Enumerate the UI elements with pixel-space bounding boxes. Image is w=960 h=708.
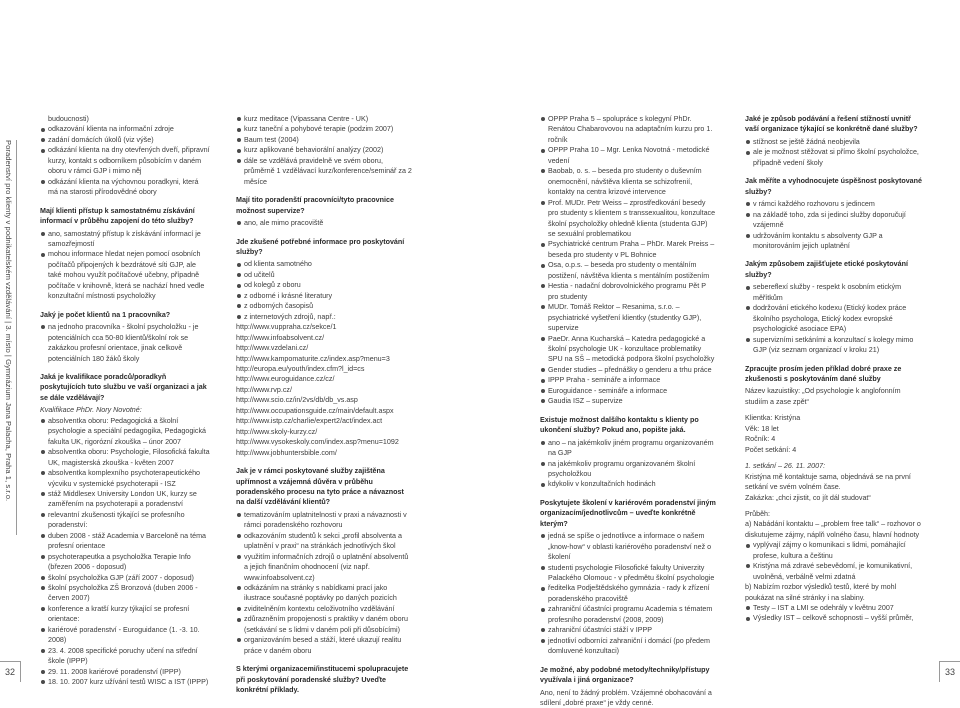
text-line: http://www.vuppraha.cz/sekce/1 bbox=[236, 323, 337, 332]
column-4 bbox=[745, 114, 925, 624]
list-item: Testy – IST a LMI se odehrály v květnu 2007 bbox=[745, 603, 925, 613]
paragraph: Ano, není to žádný problém. Vzájemné obohacování a sdílení „dobré praxe“ je vždy cenné. bbox=[540, 688, 712, 708]
text-line: http://www.scio.cz/in/2vs/db/db_vs.asp bbox=[236, 396, 358, 405]
list-item: z internetových zdrojů, např.: bbox=[236, 312, 412, 322]
list-item: ale je možnost stěžovat si přímo školní psycholožce, případně vedení školy bbox=[745, 147, 925, 168]
text-line: http://www.skoly-kurzy.cz/ bbox=[236, 427, 318, 436]
text-line: http://europa.eu/youth/index.cfm?l_id=cs bbox=[236, 364, 365, 373]
list-item: Euroguidance - semináře a informace bbox=[540, 386, 716, 396]
question-heading: Poskytujete školení v kariérovém poradenství jiným organizacím/jednotlivcům – uveďte konkrétně kterým? bbox=[540, 498, 716, 528]
question-heading: Existuje možnost dalšího kontaktu s klienty po ukončení služby? Pokud ano, popište jaká. bbox=[540, 415, 699, 435]
text-line: http://www.infoabsolvent.cz/ bbox=[236, 333, 325, 342]
link-list bbox=[236, 322, 412, 458]
page-number-left: 32 bbox=[0, 661, 21, 682]
paragraph: Zakázka: „chci zjistit, co jít dál studovat“ bbox=[745, 493, 871, 502]
list-item: zviditelněním kontextu celoživotního vzdělávání bbox=[236, 604, 412, 614]
list-item: sebereflexí služby - respekt k osobním etickým měřítkům bbox=[745, 282, 925, 303]
list-item: od kolegů z oboru bbox=[236, 280, 412, 290]
text-line: http://www.euroguidance.cz/cz/ bbox=[236, 375, 335, 384]
paragraph: Průběh: bbox=[745, 509, 771, 518]
text-line: Ročník: 4 bbox=[745, 435, 776, 444]
bullet-list bbox=[745, 540, 925, 582]
list-item: Baobab, o. s. – beseda pro studenty o duševním onemocnění, návštěva klienta se schizofrenií, kontakty na centra krizové intervence bbox=[540, 166, 716, 197]
bullet-list bbox=[40, 322, 210, 364]
bullet-list bbox=[236, 259, 412, 322]
text-line: http://www.jobhuntersbible.com/ bbox=[236, 448, 337, 457]
bullet-list bbox=[236, 510, 412, 656]
text-line: http://www.vzdelani.cz/ bbox=[236, 344, 309, 353]
list-item: Kristýna má zdravé sebevědomí, je komunikativní, uvolněná, verbálně velmi zdatná bbox=[745, 561, 925, 582]
list-item: odkazováním studentů k sekci „profil absolventa a uplatnění v praxi“ na stránkách jednotlivých škol bbox=[236, 531, 412, 552]
list-item: odkazování klienta na informační zdroje bbox=[40, 124, 210, 134]
list-item: stáž Middlesex University London UK, kurzy se zaměřením na psychoterapii a poradenství bbox=[40, 489, 210, 510]
column-2 bbox=[236, 114, 412, 698]
list-item: Výsledky IST – celkově schopnosti – vyšší průměr, bbox=[745, 613, 925, 623]
list-item: na jakémkoliv programu organizovaném školní psycholožkou bbox=[540, 459, 716, 480]
list-item: zahraniční účastníci programu Academia s tématem profesního poradenství (2008, 2009) bbox=[540, 604, 716, 625]
list-item: IPPP Praha - semináře a informace bbox=[540, 375, 716, 385]
qualification-label: Kvalifikace PhDr. Nory Novotné: bbox=[40, 406, 142, 415]
list-item: supervizními setkáními a konzultací s kolegy mimo GJP (viz seznam organizací v kroku 21) bbox=[745, 335, 925, 356]
case-title: Název kazuistiky: „Od psychologie k anglofonním studiím a zase zpět“ bbox=[745, 387, 901, 406]
list-item: Psychiatrické centrum Praha – PhDr. Marek Preiss – beseda pro studenty v PL Bohnice bbox=[540, 239, 716, 260]
list-item: 23. 4. 2008 specifické poruchy učení na střední škole (IPPP) bbox=[40, 646, 210, 667]
list-item: jednotliví odborníci zahraniční i domácí (po předem domluvené konzultaci) bbox=[540, 636, 716, 657]
list-item: na jednoho pracovníka - školní psycholožku - je potenciálních cca 50-80 klientů/školní rok se zakázkou profesní orientace, jinak celkově potenciálních 180 žáků školy bbox=[40, 322, 210, 364]
text-line: Klientka: Kristýna bbox=[745, 414, 801, 423]
list-item: dodržování etického kodexu (Etický kodex práce školního psychologa, Etický kodex evropské psychologické asociace EPA) bbox=[745, 303, 925, 334]
bullet-list bbox=[40, 416, 210, 688]
bullet-list bbox=[236, 114, 412, 187]
list-item: ředitelka Podještědského gymnázia - rady k zřízení poradenského pracoviště bbox=[540, 583, 716, 604]
list-item: absolventka oboru: Psychologie, Filosofická fakulta UK, magisterská zkouška - květen 2007 bbox=[40, 447, 210, 468]
list-item: odkázáním na stránky s nabídkami prací jako ilustrace současné poptávky po daných pozicích bbox=[236, 583, 412, 604]
bullet-list bbox=[745, 199, 925, 251]
list-item: Prof. MUDr. Petr Weiss – zprostředkování besedy pro studenty s klientem s transsexualitou, konzultace školní psycholožky ohledně klienta (studenta GJP) se sexuální problematikou bbox=[540, 198, 716, 240]
paragraph: Kristýna mě kontaktuje sama, objednává se na první setkání ve svém volném čase. bbox=[745, 472, 911, 492]
list-item: Gaudia ISZ – supervize bbox=[540, 396, 716, 406]
list-item: kurz meditace (Vipassana Centre - UK) bbox=[236, 114, 412, 124]
list-item: tematizováním uplatnitelnosti v praxi a návaznosti v rámci poradenského rozhovoru bbox=[236, 510, 412, 531]
list-item: organizováním besed a stáží, které ukazují realitu práce v daném oboru bbox=[236, 635, 412, 656]
question-heading: Jaká je kvalifikace poradců/poradkyň poskytujících tuto službu ve vaší organizaci a jak se dále vzdělávají? bbox=[40, 372, 207, 402]
list-item: udržováním kontaktu s absolventy GJP a monitorováním jejich uplatnění bbox=[745, 231, 925, 252]
list-item: PaeDr. Anna Kucharská – Katedra pedagogické a školní psychologie UK - konzultace problematiky SPU na SŠ – metodická podpora školní psycholožky bbox=[540, 334, 716, 365]
list-item: Osa, o.p.s. – beseda pro studenty o mentálním postižení, návštěva klienta s mentálním postižením bbox=[540, 260, 716, 281]
list-item: zadání domácích úkolů (viz výše) bbox=[40, 135, 210, 145]
paragraph: a) Nabádání kontaktu – „problem free talk“ – rozhovor o diskutujeme zájmy, náplň volného času, hlavní hodnoty bbox=[745, 520, 921, 539]
list-item: kariérové poradenství - Euroguidance (1. -3. 10. 2008) bbox=[40, 625, 210, 646]
list-item: stížnost se ještě žádná neobjevila bbox=[745, 137, 925, 147]
client-details bbox=[745, 413, 925, 455]
list-item: od učitelů bbox=[236, 270, 412, 280]
bullet-list bbox=[540, 438, 716, 490]
bullet-list bbox=[40, 229, 210, 302]
bullet-list bbox=[236, 218, 412, 228]
list-item: Baum test (2004) bbox=[236, 135, 412, 145]
text-line: Věk: 18 let bbox=[745, 424, 779, 433]
text-line: http://www.occupationsguide.cz/main/default.aspx bbox=[236, 406, 394, 415]
side-caption-bar bbox=[2, 140, 17, 535]
list-item: z odborné i krásné literatury bbox=[236, 291, 412, 301]
text-line: http://www.rvp.cz/ bbox=[236, 385, 292, 394]
bullet-list bbox=[40, 124, 210, 197]
list-item: na základě toho, zda si jedinci služby doporučují vzájemně bbox=[745, 210, 925, 231]
list-item: 18. 10. 2007 kurz užívání testů WISC a IST (IPPP) bbox=[40, 677, 210, 687]
list-item: psychoterapeutka a psycholožka Terapie Info (březen 2006 - doposud) bbox=[40, 552, 210, 573]
bullet-list bbox=[745, 282, 925, 355]
list-item: využitím informačních zdrojů o uplatnění absolventů a jejich finančním ohodnocení (viz např. www.infoabsolvent.cz) bbox=[236, 552, 412, 583]
question-heading: Jak je v rámci poskytované služby zajištěna upřímnost a vzájemná důvěra v průběhu poradenského procesu na tyto práce a návaznost na další vzdělávání klientů? bbox=[236, 467, 404, 507]
question-heading: Jaký je počet klientů na 1 pracovníka? bbox=[40, 310, 171, 319]
text-line: Počet setkání: 4 bbox=[745, 445, 797, 454]
question-heading: Jak měříte a vyhodnocujete úspěšnost poskytované služby? bbox=[745, 177, 922, 196]
list-item: kurz aplikované behaviorální analýzy (2002) bbox=[236, 145, 412, 155]
question-heading: Jde zkušené potřebné informace pro poskytování služby? bbox=[236, 237, 405, 256]
question-heading: Je možné, aby podobné metody/techniky/přístupy využívala i jiná organizace? bbox=[540, 665, 710, 685]
side-caption: Poradenství pro klienty v podnikatelském vzdělávání | 3. místo | Gymnázium Jana Palacha, Praha 1, s.r.o. bbox=[4, 140, 13, 502]
list-item: školní psycholožka ZŠ Bronzová (duben 2006 - červen 2007) bbox=[40, 583, 210, 604]
question-heading: Jaké je způsob podávání a řešení stížností uvnitř vaší organizace týkající se konkrétně dané služby? bbox=[745, 115, 918, 134]
bullet-list bbox=[745, 603, 925, 624]
list-item: 29. 11. 2008 kariérové poradenství (IPPP) bbox=[40, 667, 210, 677]
list-item: školní psycholožka GJP (září 2007 - doposud) bbox=[40, 573, 210, 583]
list-item: mohou informace hledat nejen pomocí osobních počítačů připojených k bezdrátové síti GJP, ale také mohou využít počítačové učebny, případně počítače v knihovně, která se nachází hned vedle konzultační místnosti psycholožky bbox=[40, 249, 210, 301]
list-item: konference a kratší kurzy týkající se profesní orientace: bbox=[40, 604, 210, 625]
bullet-list bbox=[540, 114, 716, 407]
bullet-list bbox=[745, 137, 925, 168]
list-item: vyplývají zájmy o komunikaci s lidmi, pomáhající profese, kultura a češtinu bbox=[745, 540, 925, 561]
question-heading: Zpracujte prosím jeden příklad dobré praxe ze zkušenosti s poskytováním dané služby bbox=[745, 364, 902, 383]
list-item: MUDr. Tomáš Rektor – Resanima, s.r.o. – psychiatrické vyšetření klientky (studentky GJP), supervize bbox=[540, 302, 716, 333]
list-item: OPPP Praha 10 – Mgr. Lenka Novotná - metodické vedení bbox=[540, 145, 716, 166]
list-item: zahraniční účastníci stáží v IPPP bbox=[540, 625, 716, 635]
column-3 bbox=[540, 114, 716, 708]
text-line: http://www.istp.cz/charlie/expert2/act/index.act bbox=[236, 417, 383, 426]
list-item: odkázání klienta na dny otevřených dveří, připravní kurzy, kontakt s odborníkem působícím v daném oboru v rámci GJP i mimo něj bbox=[40, 145, 210, 176]
page-number-right: 33 bbox=[939, 661, 960, 682]
list-item: jedná se spíše o jednotlivce a informace o našem „know-how“ v oblasti kariérového poradenství než o školení bbox=[540, 531, 716, 562]
question-heading: Mají tito poradenští pracovníci/tyto pracovnice možnost supervize? bbox=[236, 196, 394, 215]
text-line: http://www.vysokeskoly.com/index.asp?menu=1092 bbox=[236, 438, 399, 447]
question-heading: S kterými organizacemi/institucemi spolupracujete při poskytování poradenské služby? Uveďte konkrétní příklady. bbox=[236, 665, 409, 695]
list-item: Hestia - nadační dobrovolnického programu Pět P pro studenty bbox=[540, 281, 716, 302]
list-item: v rámci každého rozhovoru s jedincem bbox=[745, 199, 925, 209]
list-item: kurz taneční a pohybové terapie (podzim 2007) bbox=[236, 124, 412, 134]
list-item: dále se vzdělává pravidelně ve svém oboru, průměrně 1 vzdělávací kurz/konference/seminář za 2 měsíce bbox=[236, 156, 412, 187]
bullet-list bbox=[540, 531, 716, 656]
question-heading: Mají klienti přístup k samostatnému získávání informací v průběhu zapojení do této služby? bbox=[40, 206, 195, 226]
list-item: od klienta samotného bbox=[236, 259, 412, 269]
list-item: ano, ale mimo pracoviště bbox=[236, 218, 412, 228]
question-heading: Jakým způsobem zajišťujete etické poskytování služby? bbox=[745, 260, 908, 279]
list-item: kdykoliv v konzultačních hodinách bbox=[540, 479, 716, 489]
list-item: ano, samostatný přístup k získávání informací je samozřejmostí bbox=[40, 229, 210, 250]
list-item: duben 2008 - stáž Academia v Barceloně na téma profesní orientace bbox=[40, 531, 210, 552]
list-item: Gender studies – přednášky o genderu a trhu práce bbox=[540, 365, 716, 375]
list-item: absolventka komplexního psychoterapeutického výcviku v systemické psychoterapii - ISZ bbox=[40, 468, 210, 489]
text-line: http://www.kampomaturite.cz/index.asp?menu=3 bbox=[236, 354, 390, 363]
paragraph: b) Nabízím rozbor výsledků testů, které by mohl poukázat na silné stránky i na slabiny. bbox=[745, 583, 897, 602]
list-item: ano – na jakémkoliv jiném programu organizovaném na GJP bbox=[540, 438, 716, 459]
list-item: z odborných časopisů bbox=[236, 301, 412, 311]
session-date: 1. setkání – 26. 11. 2007: bbox=[745, 462, 826, 471]
column-1 bbox=[40, 114, 210, 688]
list-item: zdůrazněním propojenosti s praktiky v daném oboru (setkávání se s lidmi v daném poli při důsobícími) bbox=[236, 614, 412, 635]
list-item: OPPP Praha 5 – spolupráce s kolegyní PhDr. Renátou Chabarovovou na adaptačním kurzu pro 1. ročník bbox=[540, 114, 716, 145]
list-item: studenti psychologie Filosofické fakulty Univerzity Palackého Olomouc - v předmětu školní psychologie bbox=[540, 563, 716, 584]
paragraph: budoucnosti) bbox=[48, 115, 89, 123]
list-item: odkázání klienta na výchovnou poradkyni, která má na starosti přírodovědné obory bbox=[40, 177, 210, 198]
list-item: absolventka oboru: Pedagogická a školní psychologie a speciální pedagogika, Pedagogická fakulta UK, rigorózní zkouška – únor 2007 bbox=[40, 416, 210, 447]
list-item: relevantní zkušenosti týkající se profesního poradenství: bbox=[40, 510, 210, 531]
